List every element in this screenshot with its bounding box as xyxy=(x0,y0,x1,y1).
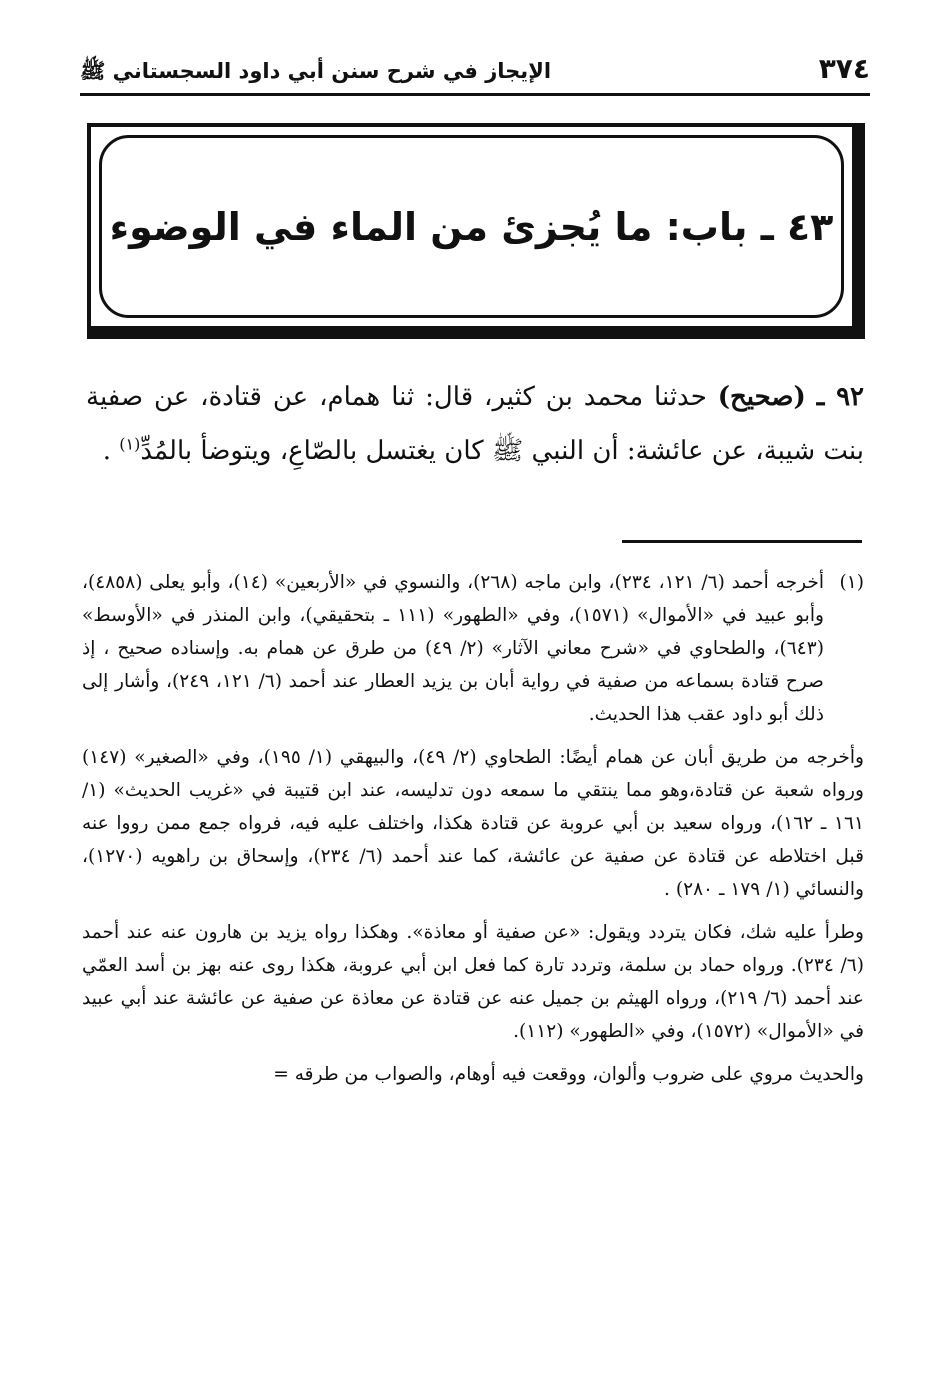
footnote-marker: (١) xyxy=(839,572,864,593)
page-number: ٣٧٤ xyxy=(818,52,870,85)
chapter-heading-frame xyxy=(87,123,865,339)
chapter-title: ٤٣ ـ باب: ما يُجزئ من الماء في الوضوء xyxy=(109,204,834,249)
hadith-text xyxy=(86,370,864,478)
hadith-number: ٩٢ ـ xyxy=(816,382,865,412)
hadith-end: . xyxy=(102,436,112,466)
footnotes xyxy=(82,566,864,1091)
chapter-heading-inner-border xyxy=(99,135,844,318)
hadith-body: حدثنا محمد بن كثير، قال: ثنا همام، عن قتادة، عن صفية بنت شيبة، عن عائشة: أن النبي ﷺ كان يغتسل بالصّاعِ، ويتوضأ بالمُدِّ xyxy=(86,382,864,466)
footnote-separator xyxy=(622,540,862,543)
header-rule xyxy=(80,93,870,96)
hadith-grade: (صحيح) xyxy=(717,382,806,412)
footnote-paragraph-3: وطرأ عليه شك، فكان يتردد ويقول: «عن صفية أو معاذة». وهكذا رواه يزيد بن هارون عنه عند أحمد (٦/ ٢٣٤). ورواه حماد بن سلمة، وتردد تارة كما فعل ابن أبي عروبة، هكذا روى عنه بهز بن أسد العمّي عند أحمد (٦/ ٢١٩)، ورواه الهيثم بن جميل عنه عن قتادة عن معاذة عن صفية عن عائشة عند أبي عبيد في «الأموال» (١٥٧٢)، وفي «الطهور» (١١٢). xyxy=(82,922,865,1042)
footnote-reference[interactable]: (١) xyxy=(119,434,141,454)
running-title: الإيجاز في شرح سنن أبي داود السجستاني ﷺ xyxy=(80,59,552,83)
footnote-1 xyxy=(82,566,864,731)
footnote-text: أخرجه أحمد (٦/ ١٢١، ٢٣٤)، وابن ماجه (٢٦٨)، والنسوي في «الأربعين» (١٤)، وأبو يعلى (٤٨٥٨)، وأبو عبيد في «الأموال» (١٥٧١)، وفي «الطهور» (١١١ ـ بتحقيقي)، وابن المنذر في «الأوسط» (٦٤٣)، والطحاوي في «شرح معاني الآثار» (٢/ ٤٩) من طرق عن همام به. وإسناده صحيح ، إذ صرح قتادة بسماعه من صفية في رواية أبان بن يزيد العطار عند أحمد (٦/ ١٢١، ٢٤٩)، وأشار إلى ذلك أبو داود عقب هذا الحديث. xyxy=(82,572,824,725)
footnote-paragraph-2: وأخرجه من طريق أبان عن همام أيضًا: الطحاوي (٢/ ٤٩)، والبيهقي (١/ ١٩٥)، وفي «الصغير» (١٤٧) ورواه شعبة عن قتادة،وهو مما ينتقي ما سمعه دون تدليسه، عند ابن قتيبة في «غريب الحديث» (١/ ١٦١ ـ ١٦٢)، ورواه سعيد بن أبي عروبة عن قتادة هكذا، واختلف عليه فيه، فرواه جمع ممن رووا عنه قبل اختلاطه عن قتادة عن صفية عن عائشة، كما عند أحمد (٦/ ٢٣٤)، وإسحاق بن راهويه (١٢٧٠)، والنسائي (١/ ١٧٩ ـ ٢٨٠) . xyxy=(82,747,864,900)
running-header xyxy=(80,50,870,96)
footnote-paragraph-4: والحديث مروي على ضروب وألوان، ووقعت فيه أوهام، والصواب من طرقه = xyxy=(273,1064,864,1085)
